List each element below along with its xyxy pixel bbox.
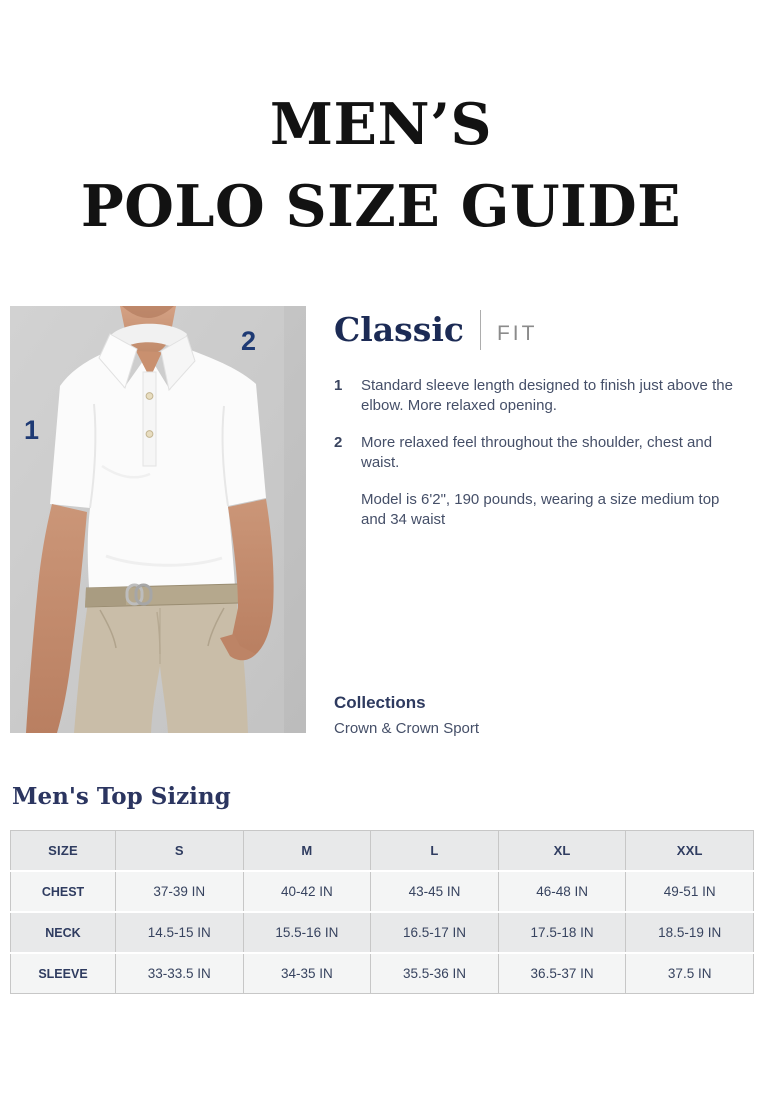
table-header-s: S bbox=[116, 831, 244, 872]
table-cell: 49-51 IN bbox=[626, 871, 754, 912]
table-cell: 36.5-37 IN bbox=[498, 953, 626, 994]
sizing-table-wrap bbox=[10, 830, 754, 994]
fit-section bbox=[10, 306, 752, 737]
fit-header bbox=[334, 310, 752, 350]
table-cell: 46-48 IN bbox=[498, 871, 626, 912]
table-cell: 33-33.5 IN bbox=[116, 953, 244, 994]
fit-point-2-text: More relaxed feel throughout the shoulder, chest and waist. bbox=[361, 434, 713, 472]
collections-value: Crown & Crown Sport bbox=[334, 720, 480, 738]
fit-point-2-number: 2 bbox=[334, 434, 343, 452]
table-header-row bbox=[11, 831, 754, 872]
row-label-chest: CHEST bbox=[11, 871, 116, 912]
table-header-xxl: XXL bbox=[626, 831, 754, 872]
fit-point-1-text: Standard sleeve length designed to finish just above the elbow. More relaxed opening. bbox=[361, 377, 733, 415]
collections-block bbox=[334, 693, 752, 737]
table-cell: 34-35 IN bbox=[243, 953, 371, 994]
page-title-line2: POLO SIZE GUIDE bbox=[80, 173, 682, 241]
table-header-size: SIZE bbox=[48, 843, 78, 859]
fit-type-label: FIT bbox=[496, 322, 538, 346]
photo-annotation-1: 1 bbox=[24, 415, 40, 446]
polo-button bbox=[146, 393, 153, 400]
table-header-xl: XL bbox=[498, 831, 626, 872]
polo-button bbox=[146, 431, 153, 438]
table-row-sleeve bbox=[11, 953, 754, 994]
polo-placket bbox=[143, 372, 156, 466]
fit-points bbox=[334, 376, 736, 530]
table-header-l: L bbox=[371, 831, 499, 872]
table-cell: 16.5-17 IN bbox=[371, 912, 499, 953]
page-title-line1: MEN’S bbox=[269, 91, 493, 158]
photo-annotation-2: 2 bbox=[241, 326, 257, 357]
page-title bbox=[0, 0, 762, 248]
fit-details bbox=[334, 306, 752, 737]
table-cell: 14.5-15 IN bbox=[116, 912, 244, 953]
fit-point-1-number: 1 bbox=[334, 377, 343, 395]
polo-photo bbox=[10, 306, 306, 733]
table-cell: 15.5-16 IN bbox=[243, 912, 371, 953]
table-cell: 43-45 IN bbox=[371, 871, 499, 912]
table-cell: 17.5-18 IN bbox=[498, 912, 626, 953]
sizing-heading: Men's Top Sizing bbox=[12, 783, 231, 811]
table-cell: 35.5-36 IN bbox=[371, 953, 499, 994]
polo-photo-illustration bbox=[10, 306, 306, 733]
table-cell: 37-39 IN bbox=[116, 871, 244, 912]
sizing-table bbox=[10, 830, 754, 994]
row-label-sleeve: SLEEVE bbox=[11, 953, 116, 994]
table-cell: 18.5-19 IN bbox=[626, 912, 754, 953]
model-note: Model is 6'2", 190 pounds, wearing a size medium top and 34 waist bbox=[361, 491, 720, 529]
table-row-neck bbox=[11, 912, 754, 953]
fit-header-divider bbox=[480, 310, 481, 350]
fit-heading: Classic bbox=[334, 310, 464, 349]
table-header-m: M bbox=[243, 831, 371, 872]
row-label-neck: NECK bbox=[11, 912, 116, 953]
table-row-chest bbox=[11, 871, 754, 912]
collections-title: Collections bbox=[334, 693, 426, 713]
table-cell: 37.5 IN bbox=[626, 953, 754, 994]
fit-point-1 bbox=[334, 376, 736, 416]
table-cell: 40-42 IN bbox=[243, 871, 371, 912]
fit-point-2 bbox=[334, 433, 736, 473]
